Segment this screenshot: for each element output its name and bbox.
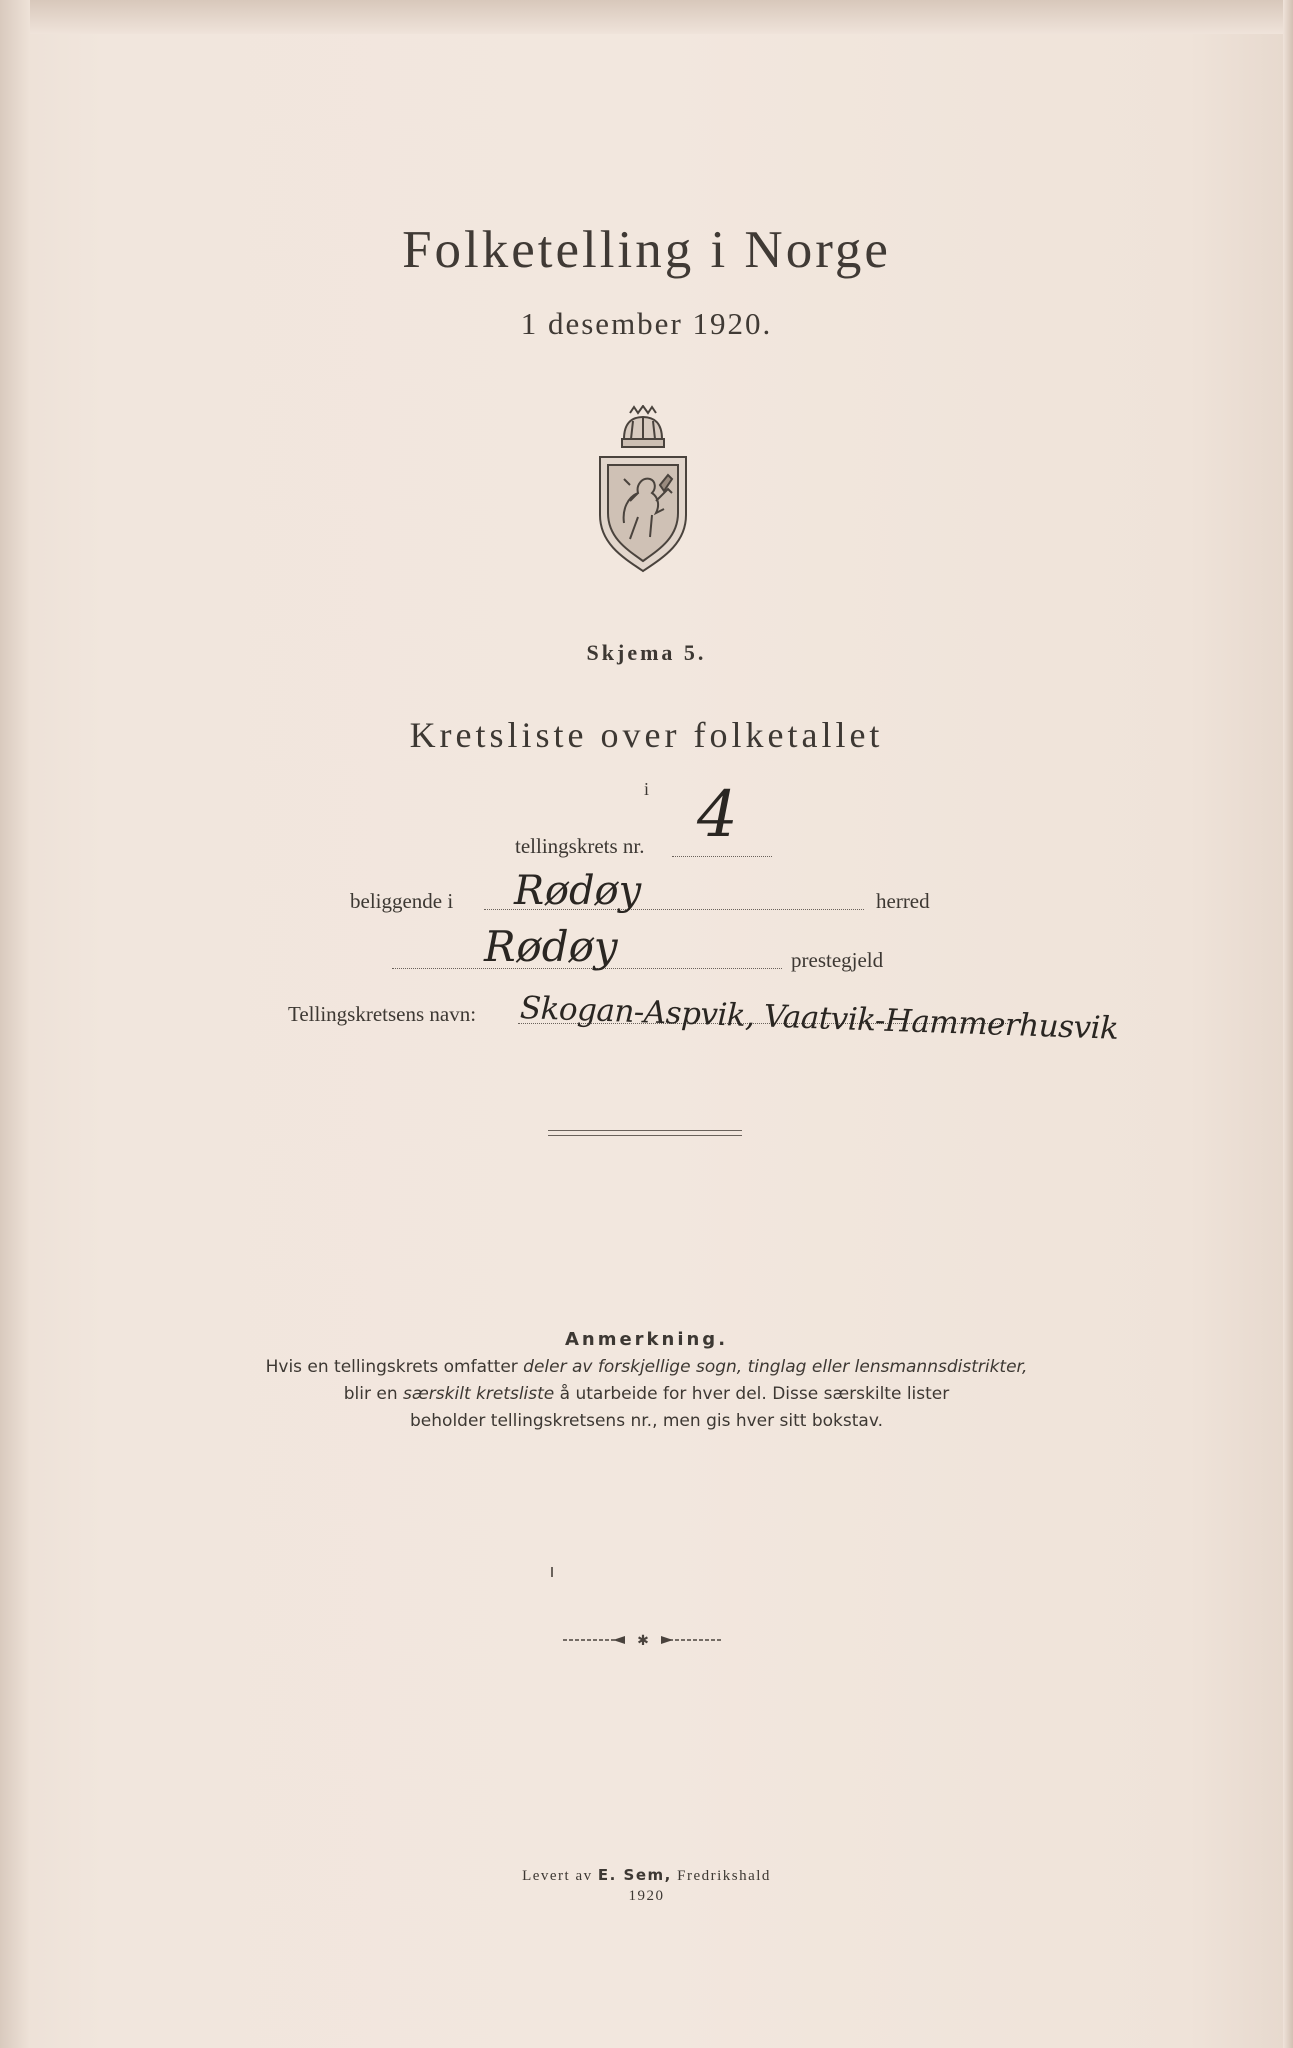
prestegjeld-value: Rødøy: [484, 922, 618, 971]
printer-year: 1920: [628, 1888, 665, 1904]
connector-word: i: [643, 779, 649, 799]
prestegjeld-label: prestegjeld: [791, 948, 884, 972]
note-line-2-italic: særskilt kretsliste: [403, 1384, 555, 1404]
note-line-1-text: Hvis en tellingskrets omfatter: [265, 1357, 524, 1377]
note-line-2-text-a: blir en: [343, 1384, 404, 1404]
note-line-1: [0, 1357, 1293, 1377]
ornament-divider-icon: [563, 1632, 723, 1648]
tellingskrets-dotted-line: [672, 856, 772, 857]
beliggende-value: Rødøy: [514, 868, 642, 914]
form-subtitle: Kretsliste over folketallet: [409, 715, 884, 755]
stray-mark: [551, 1567, 553, 1577]
note-heading: Anmerkning.: [564, 1329, 729, 1350]
note-line-2-text-b: å utarbeide for hver del. Disse særskilte lister: [554, 1384, 950, 1404]
svg-text:✱: ✱: [637, 1633, 649, 1648]
tellingskrets-value: 4: [697, 778, 738, 852]
section-divider: [548, 1130, 742, 1136]
census-date: 1 desember 1920.: [520, 306, 773, 341]
kretsnavn-label: Tellingskretsens navn:: [288, 1002, 477, 1026]
herred-label: herred: [876, 889, 930, 913]
printer-name: E. Sem,: [597, 1866, 672, 1884]
printer-credit: [0, 1866, 1293, 1885]
paper-edge-top: [0, 0, 1293, 34]
norwegian-coat-of-arms-icon: [594, 405, 692, 573]
tellingskrets-label: tellingskrets nr.: [515, 834, 645, 858]
schema-number: Skjema 5.: [586, 640, 707, 665]
printer-text-a: Levert av: [522, 1868, 598, 1884]
note-line-2: [0, 1384, 1293, 1404]
beliggende-label: beliggende i: [350, 889, 454, 913]
printer-place: Fredrikshald: [671, 1868, 771, 1884]
page-title: Folketelling i Norge: [402, 221, 891, 279]
note-line-1-italic: deler av forskjellige sogn, tinglag eller lensmannsdistrikter,: [523, 1357, 1028, 1377]
note-line-3: beholder tellingskretsens nr., men gis hver sitt bokstav.: [410, 1411, 883, 1431]
kretsnavn-value: Skogan-Aspvik, Vaatvik-Hammerhusvik: [519, 990, 1119, 1047]
